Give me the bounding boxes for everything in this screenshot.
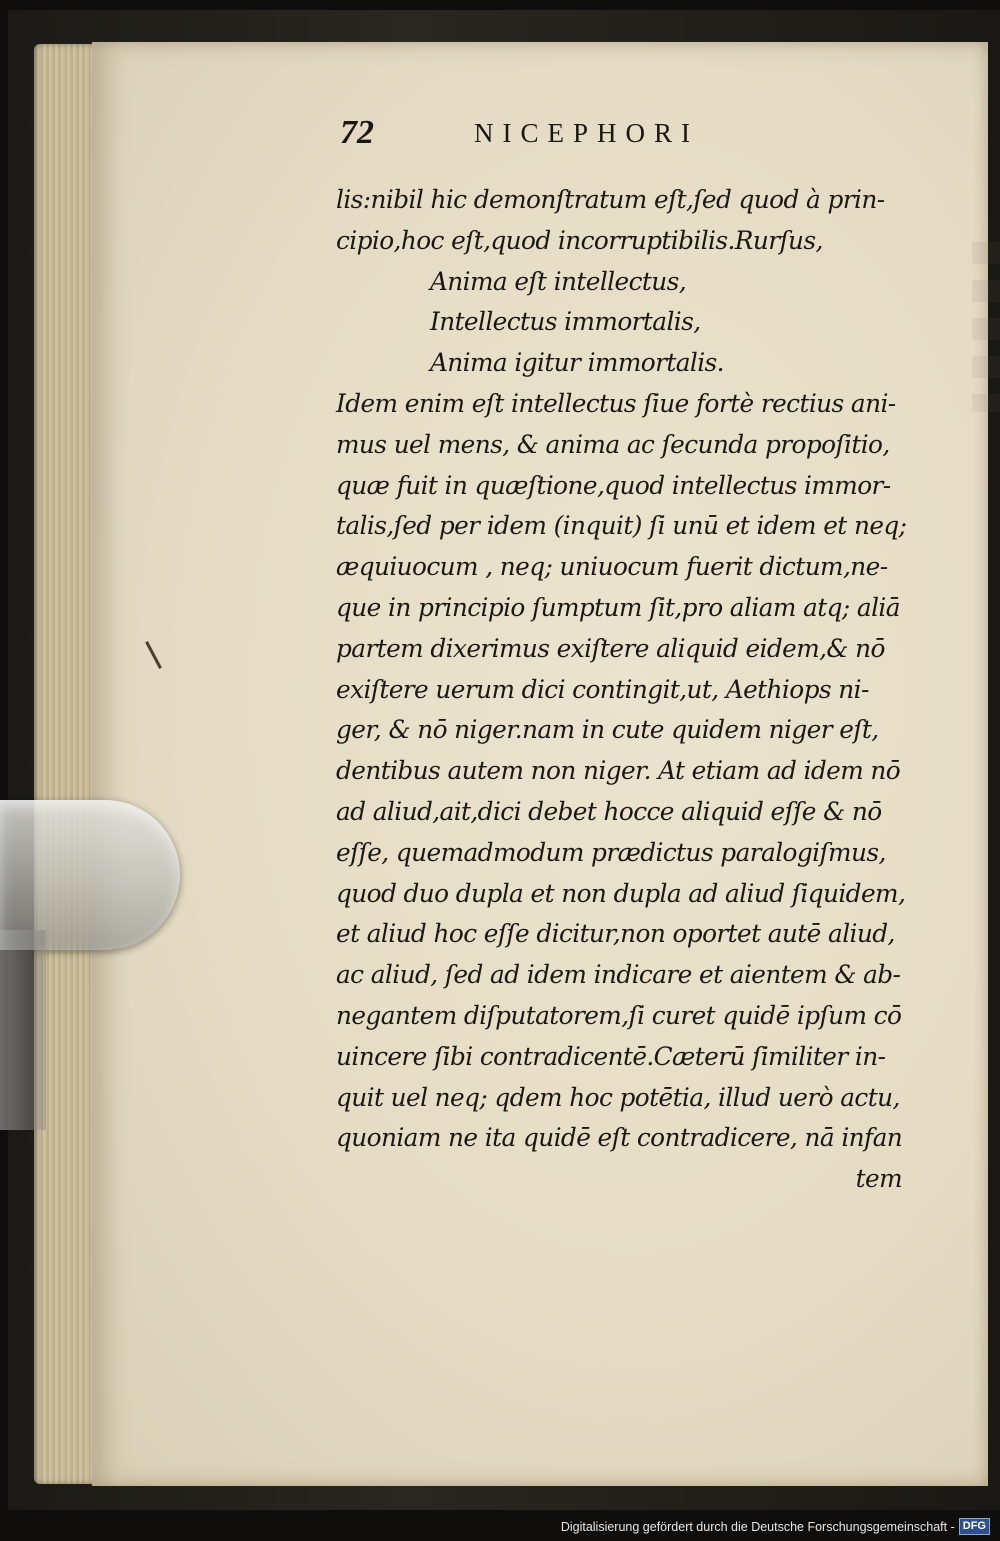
text-line: quod duo dupla et non dupla ad aliud ſiquidem,: [336, 878, 906, 908]
book-clamp: [0, 800, 180, 950]
clamp-bar: [0, 930, 46, 1130]
text-line: dentibus autem non niger. At etiam ad idem nō: [336, 756, 901, 786]
text-line: mus uel mens, & anima ac ſecunda propoſitio,: [336, 429, 890, 459]
text-block: [300, 114, 940, 1194]
text-line: et aliud hoc eſſe dicitur,non oportet autē aliud,: [336, 919, 895, 949]
text-line: Intellectus immortalis,: [430, 307, 701, 337]
text-line: que in principio ſumptum ſit,pro aliam atq; aliā: [336, 592, 900, 622]
digitization-credit: [561, 1518, 990, 1535]
show-through-text: [972, 242, 1000, 412]
text-line: cipio,hoc eſt,quod incorruptibilis.Rurſus,: [336, 225, 823, 255]
text-line: exiſtere uerum dici contingit,ut, Aethiops ni-: [336, 674, 869, 704]
page-edges: [34, 44, 96, 1484]
page-number: 72: [340, 114, 374, 151]
text-line: partem dixerimus exiſtere aliquid eidem,& nō: [336, 633, 885, 663]
catchword: tem: [855, 1164, 902, 1194]
text-line: ad aliud,ait,dici debet hocce aliquid eſſe & nō: [336, 796, 882, 826]
text-line: lis:nibil hic demonſtratum eſt,ſed quod à prin-: [336, 185, 885, 214]
text-line: Idem enim eſt intellectus ſiue fortè rectius ani-: [336, 388, 896, 418]
text-line: quit uel neq; qdem hoc potētia, illud uerò actu,: [336, 1082, 900, 1112]
text-line: ac aliud, ſed ad idem indicare et aientem & ab-: [336, 960, 901, 990]
text-line: Anima igitur immortalis.: [430, 348, 724, 378]
dfg-logo-icon: DFG: [959, 1518, 990, 1535]
text-line: negantem diſputatorem,ſi curet quidē ipſum cō: [336, 1000, 902, 1030]
text-line: uincere ſibi contradicentē.Cæterū ſimiliter in-: [336, 1041, 886, 1071]
text-lines: [336, 180, 936, 1200]
text-line: Anima eſt intellectus,: [430, 266, 686, 296]
text-line: talis,ſed per idem (inquit) ſi unū et idem et neq;: [336, 511, 907, 541]
text-line: ger, & nō niger.nam in cute quidem niger eſt,: [336, 715, 879, 745]
text-line: quæ fuit in quæſtione,quod intellectus immor-: [336, 470, 891, 500]
running-head: NICEPHORI: [474, 118, 700, 148]
credit-text: Digitalisierung gefördert durch die Deutsche Forschungsgemeinschaft -: [560, 1519, 955, 1534]
text-line: quoniam ne ita quidē eſt contradicere, nā infan: [336, 1123, 903, 1153]
text-line: eſſe, quemadmodum prædictus paralogiſmus,: [336, 837, 886, 867]
page-header: [300, 114, 940, 170]
text-line: æquiuocum , neq; uniuocum fuerit dictum,ne-: [336, 552, 888, 582]
